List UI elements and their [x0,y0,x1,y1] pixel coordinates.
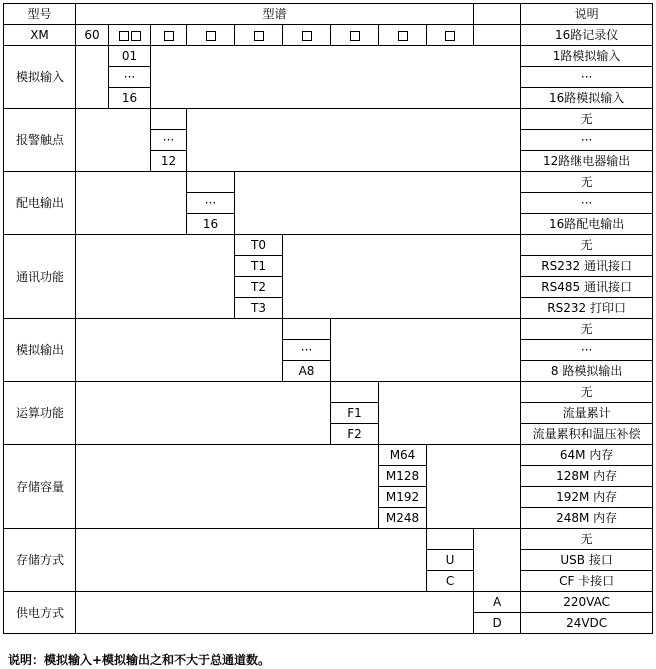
placeholder-box [379,25,427,46]
power-distribution-label: 配电输出 [4,172,76,235]
analog-output-desc: 无 [521,319,653,340]
power-supply-code: D [474,613,521,634]
storage-method-desc: USB 接口 [521,550,653,571]
header-blank [474,4,521,25]
power-distribution-code: ··· [187,193,235,214]
box-icon [398,31,408,41]
communication-desc: 无 [521,235,653,256]
communication-desc: RS232 通讯接口 [521,256,653,277]
alarm-contact-label: 报警触点 [4,109,76,172]
calculation-label: 运算功能 [4,382,76,445]
placeholder-box [283,25,331,46]
placeholder-box [151,25,187,46]
box-icon [445,31,455,41]
alarm-contact-code: ··· [151,130,187,151]
calculation-code: F1 [331,403,379,424]
calculation-desc: 无 [521,382,653,403]
footnote: 说明：模拟输入+模拟输出之和不大于总通道数。 [8,653,271,667]
calculation-desc: 流量累积和温压补偿 [521,424,653,445]
storage-method-desc: 无 [521,529,653,550]
power-distribution-desc: 无 [521,172,653,193]
description-header: 说明 [521,4,653,25]
analog-input-code: 16 [109,88,151,109]
calculation-code: F2 [331,424,379,445]
analog-output-code: ··· [283,340,331,361]
storage-method-label: 存储方式 [4,529,76,592]
communication-code: T0 [235,235,283,256]
communication-code: T1 [235,256,283,277]
spectrum-header: 型谱 [76,4,474,25]
alarm-contact-desc: 无 [521,109,653,130]
box-icon [164,31,174,41]
communication-code: T3 [235,298,283,319]
analog-input-desc: 16路模拟输入 [521,88,653,109]
calculation-row [4,382,653,403]
model-blank [474,25,521,46]
power-distribution-desc: 16路配电输出 [521,214,653,235]
analog-input-row [4,46,653,67]
calculation-desc: 流量累计 [521,403,653,424]
model-description: 16路记录仪 [521,25,653,46]
storage-capacity-desc: 192M 内存 [521,487,653,508]
model-prefix: XM [4,25,76,46]
header-row [4,4,653,25]
placeholder-box [331,25,379,46]
power-distribution-row [4,172,653,193]
storage-capacity-desc: 128M 内存 [521,466,653,487]
communication-desc: RS232 打印口 [521,298,653,319]
model-code-row [4,25,653,46]
power-supply-desc: 24VDC [521,613,653,634]
power-supply-code: A [474,592,521,613]
box-icon [119,31,129,41]
storage-capacity-code: M192 [379,487,427,508]
analog-input-desc: 1路模拟输入 [521,46,653,67]
analog-output-code: A8 [283,361,331,382]
alarm-contact-desc: 12路继电器输出 [521,151,653,172]
placeholder-box [427,25,474,46]
storage-method-code: U [427,550,474,571]
communication-code: T2 [235,277,283,298]
storage-capacity-code: M64 [379,445,427,466]
storage-capacity-code: M128 [379,466,427,487]
power-supply-row [4,592,653,613]
communication-label: 通讯功能 [4,235,76,319]
model-header: 型号 [4,4,76,25]
analog-output-label: 模拟输出 [4,319,76,382]
storage-method-desc: CF 卡接口 [521,571,653,592]
communication-row [4,235,653,256]
alarm-contact-desc: ··· [521,130,653,151]
analog-input-code: ··· [109,67,151,88]
storage-capacity-desc: 64M 内存 [521,445,653,466]
storage-capacity-code: M248 [379,508,427,529]
storage-capacity-label: 存储容量 [4,445,76,529]
box-icon [131,31,141,41]
placeholder-box [235,25,283,46]
box-icon [206,31,216,41]
analog-output-row [4,319,653,340]
power-distribution-desc: ··· [521,193,653,214]
storage-capacity-row [4,445,653,466]
model-spectrum-table [3,3,653,634]
placeholder-double-box [109,25,151,46]
analog-input-code: 01 [109,46,151,67]
box-icon [254,31,264,41]
box-icon [302,31,312,41]
model-code: 60 [76,25,109,46]
storage-method-code: C [427,571,474,592]
communication-desc: RS485 通讯接口 [521,277,653,298]
power-supply-desc: 220VAC [521,592,653,613]
analog-output-desc: ··· [521,340,653,361]
alarm-contact-row [4,109,653,130]
box-icon [350,31,360,41]
analog-input-label: 模拟输入 [4,46,76,109]
analog-output-desc: 8 路模拟输出 [521,361,653,382]
storage-method-row [4,529,653,550]
analog-input-desc: ··· [521,67,653,88]
placeholder-box [187,25,235,46]
power-supply-label: 供电方式 [4,592,76,634]
storage-capacity-desc: 248M 内存 [521,508,653,529]
power-distribution-code: 16 [187,214,235,235]
alarm-contact-code: 12 [151,151,187,172]
